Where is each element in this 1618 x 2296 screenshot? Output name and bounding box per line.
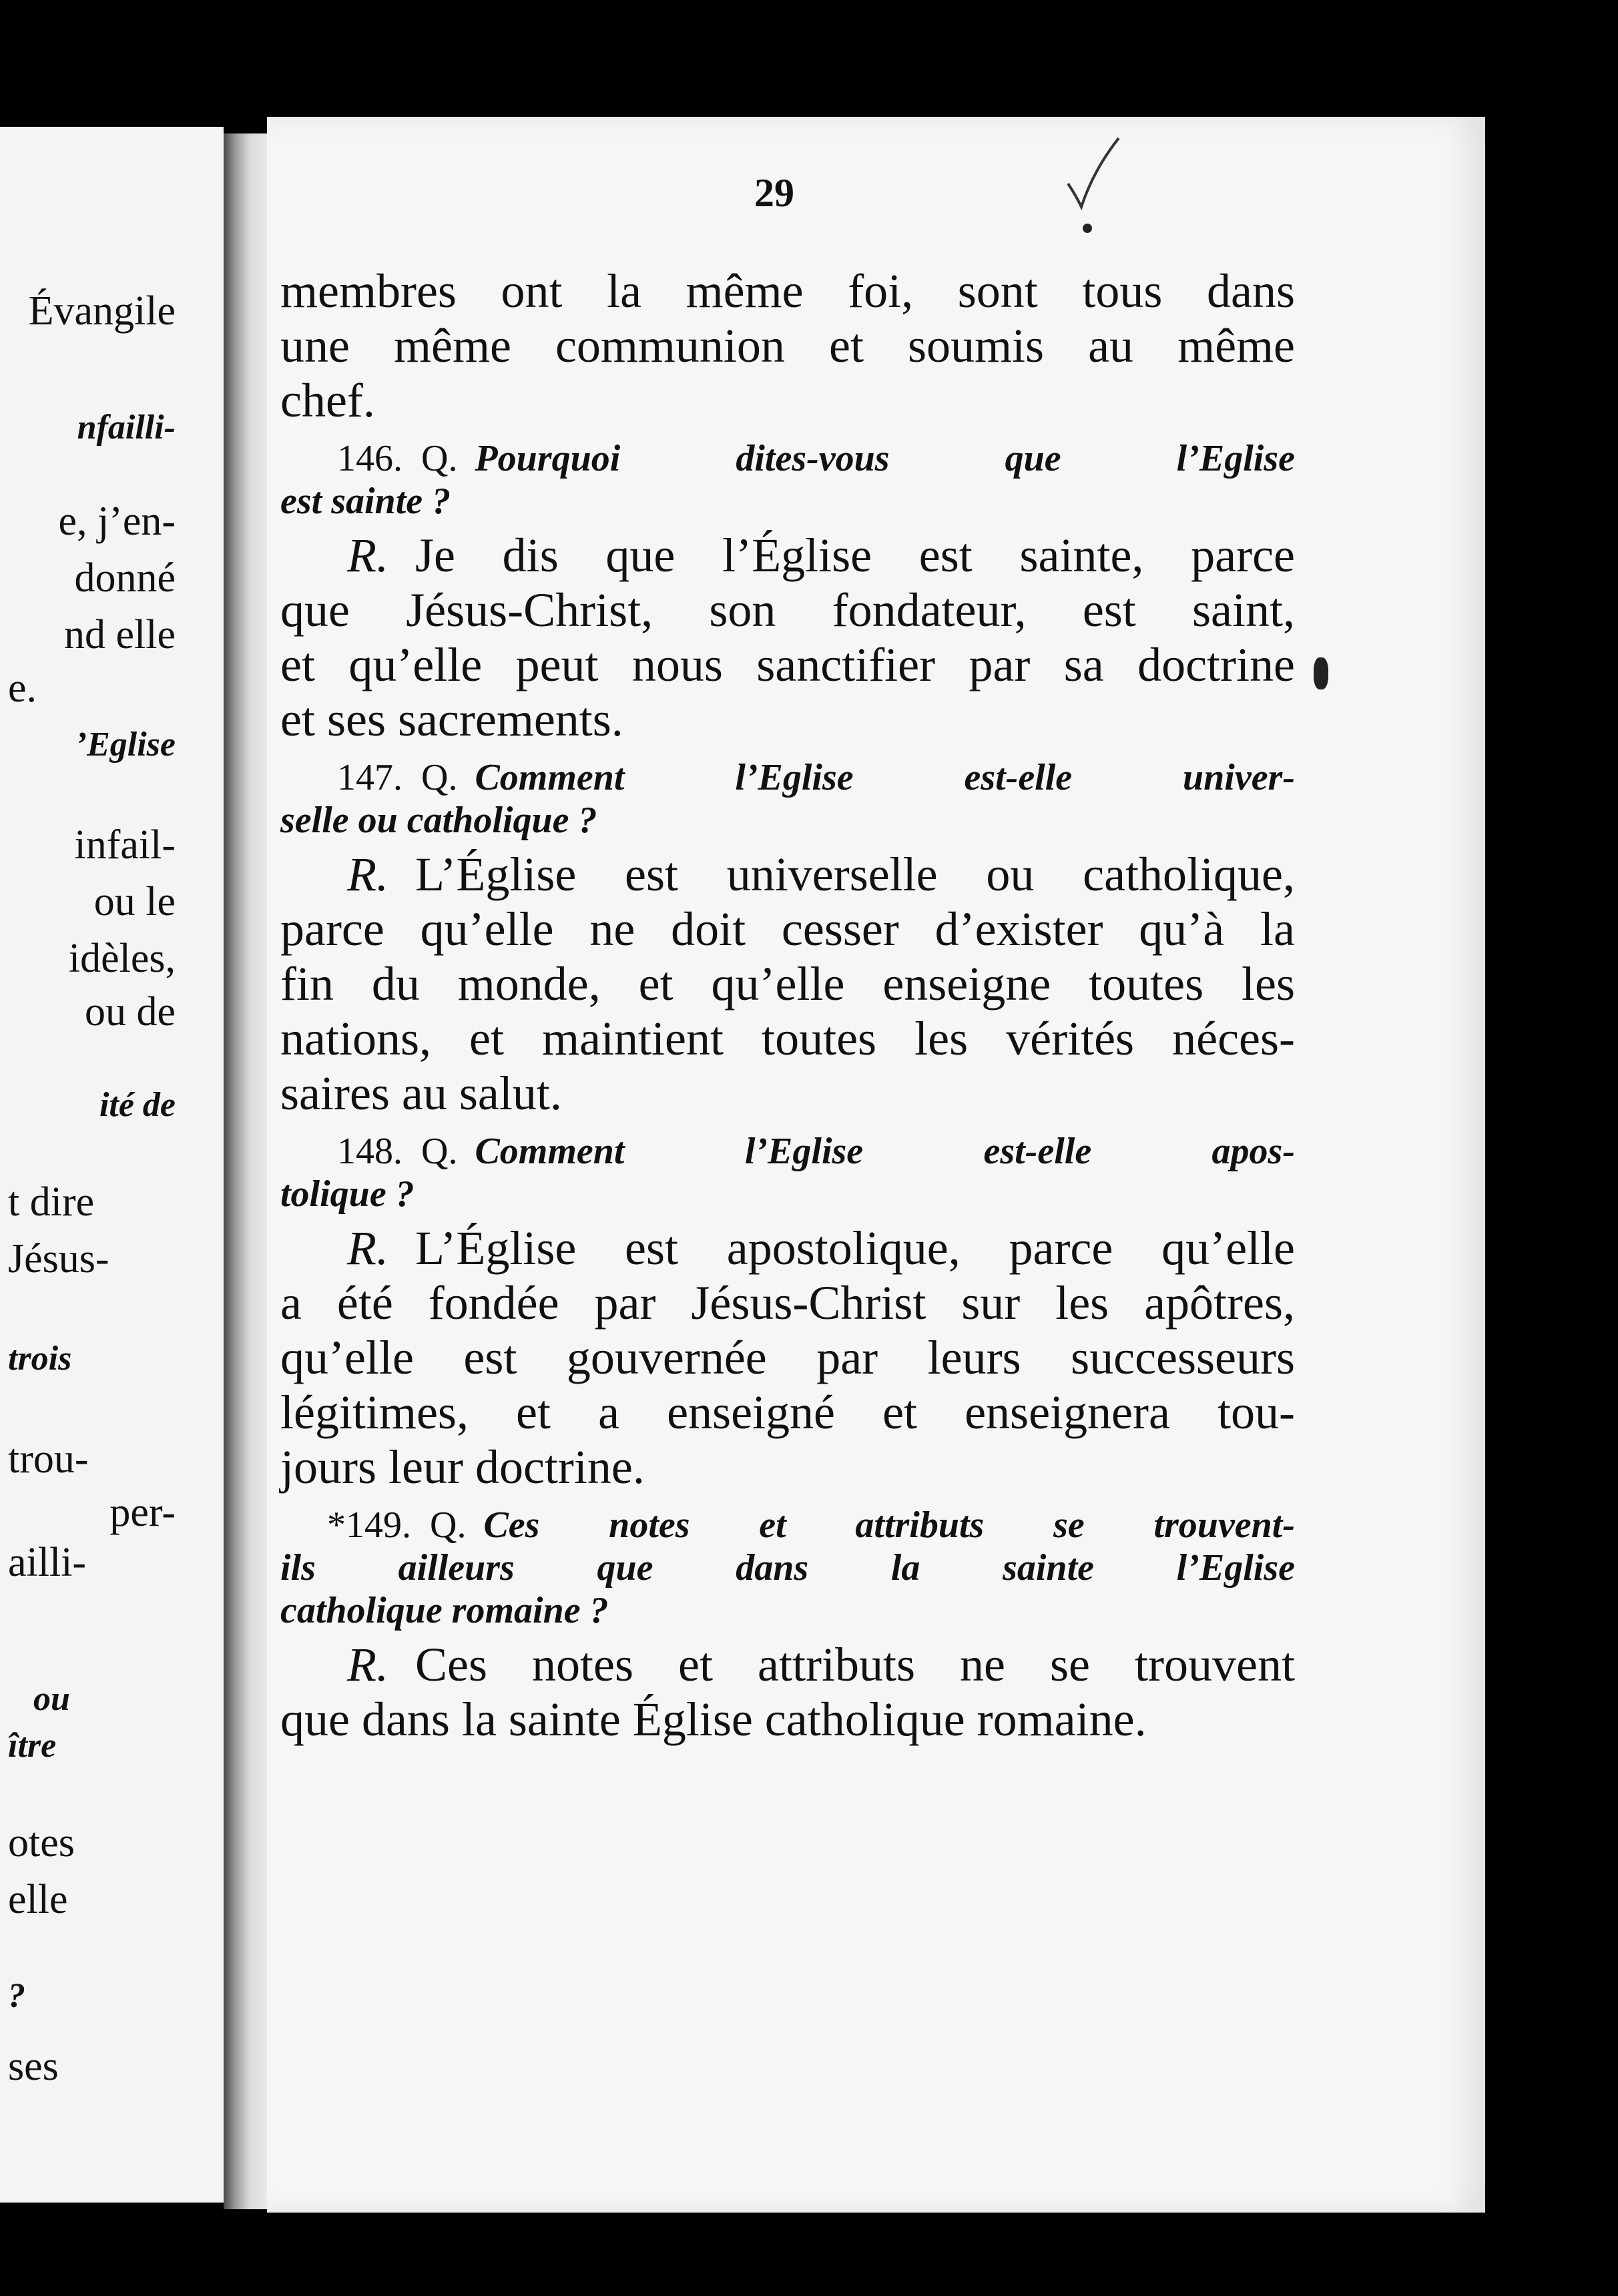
- opening-paragraph: [280, 264, 1295, 428]
- left-text-fragment: nfailli-: [77, 408, 176, 447]
- text-line: qu’elle est gouvernée par leurs successeurs: [280, 1331, 1295, 1384]
- left-text-fragment: t dire: [8, 1179, 95, 1225]
- question-148: [280, 1130, 1295, 1215]
- left-text-fragment: infail-: [74, 822, 176, 868]
- left-text-fragment: ?: [8, 1977, 25, 2015]
- left-text-fragment: elle: [8, 1877, 68, 1922]
- question-text: Ces notes et attributs se trouvent-: [483, 1504, 1295, 1546]
- ink-speck: [1083, 224, 1092, 233]
- question-text: est sainte ?: [280, 481, 451, 522]
- answer-text: Je dis que l’Église est sainte, parce: [415, 529, 1295, 582]
- left-text-fragment: trois: [8, 1340, 72, 1378]
- question-text: ils ailleurs que dans la sainte l’Eglise: [280, 1547, 1295, 1589]
- text-line: saires au salut.: [280, 1067, 562, 1120]
- left-text-fragment: ou le: [93, 879, 176, 924]
- answer-text: L’Église est universelle ou catholique,: [415, 848, 1295, 901]
- left-text-fragment: e.: [8, 665, 37, 711]
- text-line: une même communion et soumis au même: [280, 319, 1295, 372]
- left-text-fragment: idèles,: [68, 936, 176, 981]
- question-number: 146.: [337, 438, 402, 479]
- left-text-fragment: Évangile: [28, 288, 176, 334]
- question-text: Comment l’Eglise est-elle univer-: [475, 757, 1295, 798]
- ink-blot: [1314, 657, 1328, 689]
- answer-text: L’Église est apostolique, parce qu’elle: [415, 1221, 1295, 1275]
- book-gutter: [224, 133, 270, 2209]
- left-text-fragment: nd elle: [64, 612, 176, 657]
- text-line: que dans la sainte Église catholique romaine.: [280, 1693, 1147, 1746]
- answer-label: R.: [347, 1638, 388, 1691]
- answer-text: Ces notes et attributs ne se trouvent: [415, 1638, 1295, 1691]
- page-body: [280, 264, 1295, 1747]
- text-line: nations, et maintient toutes les vérités néces-: [280, 1012, 1295, 1065]
- question-label: Q.: [421, 757, 458, 798]
- text-line: a été fondée par Jésus-Christ sur les apôtres,: [280, 1276, 1295, 1330]
- question-text: catholique romaine ?: [280, 1590, 609, 1631]
- text-line: jours leur doctrine.: [280, 1440, 645, 1494]
- question-number: *149.: [327, 1504, 411, 1546]
- question-149: [280, 1504, 1295, 1632]
- page-number: 29: [754, 171, 794, 215]
- left-text-fragment: Jésus-: [8, 1236, 109, 1281]
- pencil-checkmark: [1067, 137, 1120, 210]
- text-line: fin du monde, et qu’elle enseigne toutes les: [280, 957, 1295, 1011]
- left-text-fragment: donné: [74, 555, 176, 601]
- question-146: [280, 437, 1295, 523]
- answer-label: R.: [347, 848, 388, 901]
- question-text: Pourquoi dites-vous que l’Eglise: [475, 438, 1295, 479]
- text-line: membres ont la même foi, sont tous dans: [280, 264, 1295, 318]
- text-line: chef.: [280, 374, 375, 427]
- left-text-fragment: e, j’en-: [58, 499, 176, 544]
- left-page-fragment: [0, 127, 224, 2203]
- text-line: et qu’elle peut nous sanctifier par sa doctrine: [280, 638, 1295, 691]
- answer-label: R.: [347, 529, 388, 582]
- text-line: que Jésus-Christ, son fondateur, est saint,: [280, 583, 1295, 637]
- question-number: 147.: [337, 757, 402, 798]
- left-text-fragment: ou de: [84, 989, 176, 1035]
- answer-148: [280, 1221, 1295, 1494]
- question-label: Q.: [421, 1131, 458, 1172]
- left-text-fragment: trou-: [8, 1436, 89, 1482]
- left-text-fragment: per-: [109, 1490, 176, 1535]
- left-text-fragment: ité de: [99, 1086, 176, 1124]
- answer-147: [280, 847, 1295, 1121]
- question-text: selle ou catholique ?: [280, 800, 597, 841]
- question-text: Comment l’Eglise est-elle apos-: [475, 1131, 1295, 1172]
- question-label: Q.: [421, 438, 458, 479]
- text-line: et ses sacrements.: [280, 693, 623, 746]
- question-147: [280, 756, 1295, 842]
- answer-149: [280, 1637, 1295, 1747]
- answer-146: [280, 528, 1295, 747]
- left-text-fragment: ses: [8, 2044, 59, 2089]
- left-text-fragment: ou: [33, 1680, 70, 1718]
- text-line: parce qu’elle ne doit cesser d’exister qu’à la: [280, 902, 1295, 956]
- question-number: 148.: [337, 1131, 402, 1172]
- question-text: tolique ?: [280, 1173, 415, 1215]
- answer-label: R.: [347, 1221, 388, 1275]
- left-text-fragment: otes: [8, 1820, 75, 1866]
- question-label: Q.: [430, 1504, 467, 1546]
- left-text-fragment: ’Eglise: [75, 726, 176, 764]
- left-text-fragment: ître: [8, 1727, 57, 1765]
- text-line: légitimes, et a enseigné et enseignera tou-: [280, 1386, 1295, 1439]
- left-text-fragment: ailli-: [8, 1540, 87, 1585]
